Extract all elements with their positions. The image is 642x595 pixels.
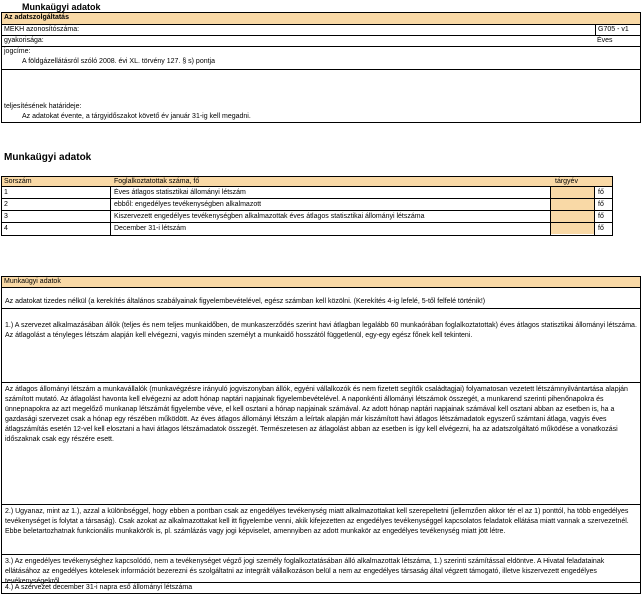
col-year-header: tárgyév bbox=[555, 178, 578, 185]
target-year-input[interactable] bbox=[551, 199, 594, 210]
notes-header: Munkaügyi adatok bbox=[2, 277, 640, 288]
table-header bbox=[2, 177, 612, 187]
table-row bbox=[2, 199, 612, 211]
col-num-header: Sorszám bbox=[4, 178, 32, 185]
info-header: Az adatszolgáltatás bbox=[2, 13, 640, 25]
target-year-input[interactable] bbox=[551, 187, 594, 198]
notes-paragraph-2: Az átlagos állományi létszám a munkavállalók (munkavégzésre irányuló jogviszonyban állók, egyéni vállalkozók és nem fizetett segítők családtagjai) folyamatosan vezetett létszámnyilvántartása alapján számított mutató. Az átlagolást havonta kell elvégezni az adott hónap naptári napjainak figyelembevételével. A naponkénti állományi létszámok összegét, a munkarend szerinti pihenőnapokra és ünnepnapokra az azt megelőző munkanap létszámát figyelembe véve, el kell osztani a hónap napjainak számával. Az adott hónap naptári napjainak számával kell osztani abban az esetben is, ha a gazdasági szervezet csak a hónap egy részében működött. Az éves átlagos állományi létszám a leírtak alapján már kiszámított havi átlagos létszámadatok egyszerű számtani átlaga, vagyis éves átlagszámítás esetén 12-vel kell elosztani a havi átlagos létszámadatok összegét. Természetesen az átlagolást abban az esetben is így kell elvégezni, ha az adatszolgáltató működése a vonatkozási időszaknak csak egy részére esett. bbox=[2, 383, 640, 505]
freq-value: Éves bbox=[597, 37, 613, 44]
notes-paragraph-3: 2.) Ugyanaz, mint az 1.), azzal a különbséggel, hogy ebben a pontban csak az engedélyes tevékenység miatt alkalmazottakat kell szerepeltetni (jellemzően akkor tér el az 1) ponttól, ha több engedélyes tevékenységet is folytat a társaság). Csak azokat az alkalmazottakat kell itt figyelembe venni, akik kifejezetten az engedélyes tevékenységgel kapcsolatos feladatok ellátása miatt vannak a szervezetnél. Ebbe beletartozhatnak funkcionális munkakörök is, pl. számlázás vagy jogi képviselet, amennyiben az adott munkakör az engedélyes tevékenység miatt jött létre. bbox=[2, 505, 640, 555]
legal-label: jogcíme: bbox=[4, 48, 31, 55]
notes-box bbox=[1, 276, 641, 594]
col-divider-3 bbox=[594, 187, 595, 235]
row-number: 1 bbox=[4, 189, 8, 196]
table-row bbox=[2, 211, 612, 223]
deadline-label: teljesítésének határideje: bbox=[4, 103, 82, 110]
notes-paragraph-5: 4.) A szervezet december 31-i napra eső állományi létszáma bbox=[5, 584, 193, 591]
section-title: Munkaügyi adatok bbox=[4, 152, 92, 163]
notes-paragraph-1: 1.) A szervezet alkalmazásában állók (teljes és nem teljes munkaidőben, de munkaszerződés szerint havi átlagban legalább 60 munkaórában foglalkoztatottak) éves átlagos statisztikai állományi létszáma. Az átlagolást a tényleges létszám alapján kell elvégezni, vagyis minden személyt a munkaidő hosszától függetlenül, egy-egy egész főnek kell tekinteni. bbox=[2, 319, 640, 383]
row-name: ebből: engedélyes tevékenységben alkalmazott bbox=[114, 201, 262, 208]
freq-label: gyakorisága: bbox=[4, 37, 44, 44]
mekh-row bbox=[2, 25, 640, 36]
data-table bbox=[1, 176, 613, 236]
target-year-input[interactable] bbox=[551, 223, 594, 234]
col-name-header: Foglalkoztatottak száma, fő bbox=[114, 178, 200, 185]
notes-intro: Az adatokat tizedes nélkül (a kerekítés általános szabályainak figyelembevételével, egész számban kell közölni. (Kerekítés 4-ig lefelé, 5-től felfelé történik!) bbox=[2, 295, 640, 309]
target-year-input[interactable] bbox=[551, 211, 594, 222]
row-name: Éves átlagos statisztikai állományi létszám bbox=[114, 189, 246, 196]
row-unit: fő bbox=[598, 225, 604, 232]
row-number: 2 bbox=[4, 201, 8, 208]
row-number: 3 bbox=[4, 213, 8, 220]
mekh-value: G705 - v1 bbox=[595, 25, 629, 36]
row-unit: fő bbox=[598, 201, 604, 208]
row-number: 4 bbox=[4, 225, 8, 232]
mekh-label: MEKH azonosítószáma: bbox=[4, 26, 80, 33]
legal-value: A földgázellátásról szóló 2008. évi XL. törvény 127. § s) pontja bbox=[2, 57, 640, 70]
notes-paragraph-4: 3.) Az engedélyes tevékenységhez kapcsolódó, nem a tevékenységet végző jogi személy foglalkoztatásában álló alkalmazottak létszáma, 1.) szerinti számítással eldöntve. A Hivatal feladatainak ellátásához az engedélyes kötelesek információt bezerezni és szolgáltatni az integrált vállalkozáson belül a nem az engedélyes társaság által végzett támogató, illetve kiszervezett engedélyes tevékenységekről. bbox=[2, 555, 640, 583]
col-divider-2 bbox=[550, 187, 551, 235]
col-divider-1 bbox=[110, 187, 111, 235]
table-row bbox=[2, 187, 612, 199]
top-title: Munkaügyi adatok bbox=[22, 2, 101, 12]
deadline-value: Az adatokat évente, a tárgyidőszakot követő év január 31-ig kell megadni. bbox=[22, 113, 251, 120]
table-row bbox=[2, 223, 612, 235]
freq-row bbox=[2, 36, 640, 47]
info-box bbox=[1, 12, 641, 123]
row-name: December 31-i létszám bbox=[114, 225, 186, 232]
row-unit: fő bbox=[598, 213, 604, 220]
row-name: Kiszervezett engedélyes tevékenységben alkalmazottak éves átlagos statisztikai állományi létszáma bbox=[114, 213, 425, 220]
row-unit: fő bbox=[598, 189, 604, 196]
